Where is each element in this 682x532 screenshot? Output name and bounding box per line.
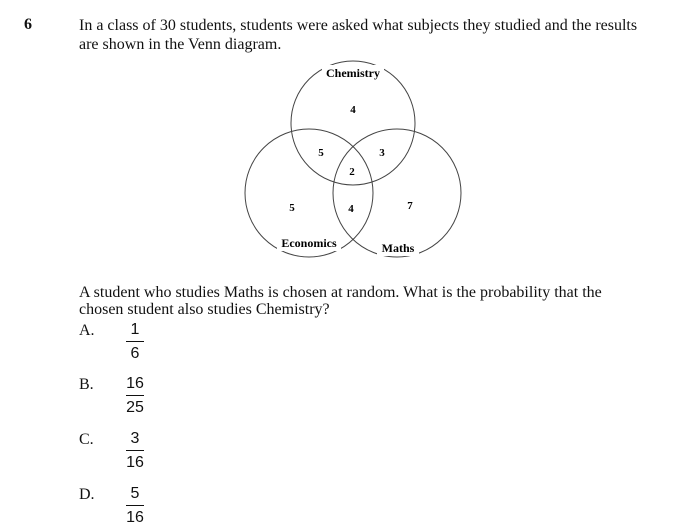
intro-text: In a class of 30 students, students were asked what subjects they studied and the results are shown in the Venn diagram. <box>79 17 638 53</box>
question-text: A student who studies Maths is chosen at random. What is the probability that the chosen student also studies Chemistry? <box>79 284 602 318</box>
option-a-numerator: 1 <box>130 321 140 338</box>
region-economics-maths: 4 <box>348 203 354 215</box>
option-d-letter: D. <box>79 486 95 503</box>
option-b-denominator: 25 <box>126 399 144 416</box>
region-all-three: 2 <box>349 166 355 178</box>
maths-label: Maths <box>381 241 415 255</box>
economics-label: Economics <box>281 236 337 250</box>
option-d-numerator: 5 <box>130 485 140 502</box>
option-b-fraction <box>123 375 147 417</box>
fraction-bar <box>126 450 144 451</box>
question-number: 6 <box>24 16 32 33</box>
option-a-denominator: 6 <box>130 345 140 362</box>
maths-circle <box>333 129 461 257</box>
fraction-bar <box>126 341 144 342</box>
fraction-bar <box>126 395 144 396</box>
chemistry-label: Chemistry <box>326 66 380 80</box>
option-d-fraction <box>123 485 147 527</box>
region-economics-only: 5 <box>289 202 295 214</box>
region-maths-only: 7 <box>407 200 413 212</box>
option-b-numerator: 16 <box>126 375 144 392</box>
option-c-denominator: 16 <box>126 454 144 471</box>
option-c-numerator: 3 <box>130 430 140 447</box>
option-c-letter: C. <box>79 431 94 448</box>
region-chemistry-economics: 5 <box>318 147 324 159</box>
region-chemistry-maths: 3 <box>379 147 385 159</box>
region-chemistry-only: 4 <box>350 104 356 116</box>
option-c-fraction <box>123 430 147 472</box>
option-a-fraction <box>123 321 147 363</box>
option-a-letter: A. <box>79 322 95 339</box>
option-b-letter: B. <box>79 376 94 393</box>
fraction-bar <box>126 505 144 506</box>
option-d-denominator: 16 <box>126 509 144 526</box>
